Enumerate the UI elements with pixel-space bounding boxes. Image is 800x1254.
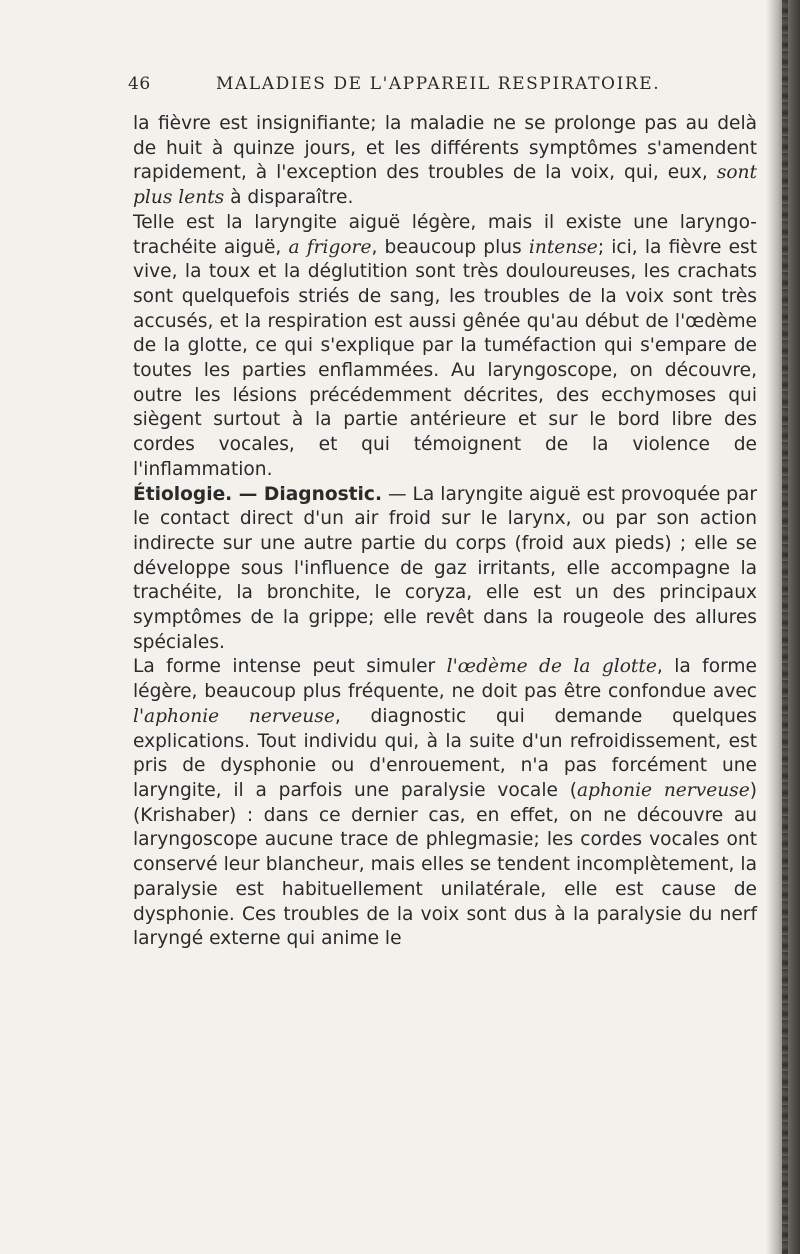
italic-text-run: aphonie nerveuse bbox=[576, 779, 750, 801]
text-run: , beaucoup plus bbox=[371, 236, 529, 258]
section-heading: Étiologie. — Diagnostic. bbox=[133, 483, 383, 505]
body-text bbox=[133, 112, 757, 952]
text-run: à disparaître. bbox=[224, 187, 354, 209]
italic-text-run: a frigore bbox=[288, 236, 372, 258]
paragraph-laryngo-tracheite bbox=[133, 211, 757, 483]
text-run: La forme intense peut simuler bbox=[133, 656, 447, 678]
paragraph-etiologie-diagnostic bbox=[133, 483, 757, 656]
text-run: ; ici, la fièvre est vive, la toux et la déglutition sont très douloureuses, les crachats sont quelquefois striés de sang, les troubles de la voix sont très accusés, et la respiration est aussi gênée qu'au début de l'œdème de la glotte, ce qui s'explique par la tuméfaction qui s'empare de toutes les parties enflammées. Au laryngoscope, on découvre, outre les lésions précédemment décrites, des ecchymoses qui siègent surtout à la partie antérieure et sur le bord libre des cordes vocales, et qui témoignent de la violence de l'inflammation. bbox=[133, 236, 757, 480]
paragraph-fever bbox=[133, 112, 757, 211]
paragraph-forme-intense bbox=[133, 655, 757, 951]
text-run: — La laryngite aiguë est provoquée par le contact direct d'un air froid sur le larynx, ou par son action indirecte sur une autre partie du corps (froid aux pieds) ; elle se développe sous l'influence de gaz irritants, elle accompagne la trachéite, la bronchite, le coryza, elle est un des principaux symptômes de la grippe; elle revêt dans la rougeole des allures spéciales. bbox=[133, 483, 757, 653]
italic-text-run: sont plus lents bbox=[133, 162, 757, 209]
text-run: , la forme légère, beaucoup plus fréquente, ne doit pas être confondue avec bbox=[133, 656, 757, 703]
italic-text-run: l'œdème de la glotte bbox=[446, 656, 657, 678]
book-binding-edge-texture bbox=[782, 0, 788, 1254]
text-run: , diagnostic qui demande quelques explications. Tout individu qui, à la suite d'un refroidissement, est pris de dysphonie ou d'enrouement, n'a pas forcément une laryngite, il a parfois une paralysie vocale ( bbox=[133, 705, 757, 801]
page-header bbox=[128, 74, 768, 104]
text-run: ) (Krishaber) : dans ce dernier cas, en effet, on ne découvre au laryngoscope aucune trace de phlegmasie; les cordes vocales ont conservé leur blancheur, mais elles se tendent incomplètement, la paralysie est habituellement unilatérale, elle est cause de dysphonie. Ces troubles de la voix sont dus à la paralysie du nerf laryngé externe qui anime le bbox=[133, 779, 757, 950]
running-title: MALADIES DE L'APPAREIL RESPIRATOIRE. bbox=[216, 74, 661, 94]
page-number: 46 bbox=[128, 74, 151, 94]
text-run: la fièvre est insignifiante; la maladie ne se prolonge pas au delà de huit à quinze jours, et les différents symptômes s'amendent rapidement, à l'exception des troubles de la voix, qui, eux, bbox=[133, 113, 757, 184]
italic-text-run: intense bbox=[528, 236, 598, 258]
italic-text-run: l'aphonie nerveuse bbox=[133, 705, 335, 727]
text-run: Telle est la laryngite aiguë légère, mais il existe une laryngo-trachéite aiguë, bbox=[133, 211, 757, 258]
